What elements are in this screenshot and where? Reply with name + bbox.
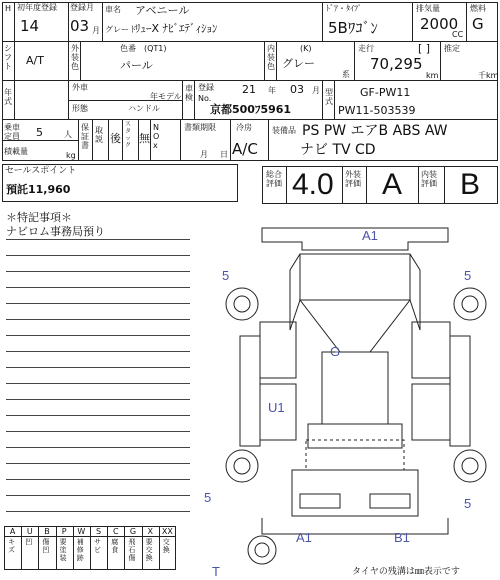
color-number-label: 色番 <box>120 44 136 53</box>
equip-line-2: ナビ TV CD <box>300 142 376 158</box>
legend-code: A <box>9 527 16 536</box>
fuel-value: G <box>472 15 484 33</box>
legend-code: B <box>44 527 50 536</box>
exterior-grade-label: 外装評価 <box>345 170 361 188</box>
inspection-label: 車検 <box>185 84 193 102</box>
sales-point-value: 預託11,960 <box>6 183 71 196</box>
interior-value: グレー <box>282 57 315 70</box>
mark-rear-bumper-right: B1 <box>394 530 410 545</box>
exterior-grade-value: A <box>382 168 403 201</box>
mileage-value: 70,295 <box>370 55 423 73</box>
model-year-label: 年モデル <box>150 92 182 101</box>
legend-code: W <box>77 527 86 536</box>
displacement-label: 排気量 <box>416 4 440 13</box>
ac-value: A/C <box>232 140 258 158</box>
frame-number: PW11-503539 <box>338 104 416 117</box>
weight-label: 積載量 <box>4 147 28 156</box>
month-unit: 月 <box>92 26 100 35</box>
legend-code: X <box>147 527 153 536</box>
corrected-label: 推定 <box>444 44 460 53</box>
inspection-year-unit: 年 <box>268 86 276 95</box>
inspection-year: 21 <box>242 83 256 96</box>
mark-left-door: U1 <box>268 400 285 415</box>
reg-month-label: 登録月 <box>70 3 94 12</box>
registration-label: 登録 <box>198 83 214 92</box>
legend-code: XX <box>161 527 173 536</box>
mark-front-left-tire: 5 <box>222 268 230 283</box>
mileage-label: 走行 <box>358 44 374 53</box>
legend-meaning: 飛石傷 <box>128 538 136 562</box>
mileage-unit: km <box>426 71 439 80</box>
first-reg-label: 初年度登録 <box>17 3 57 12</box>
doortype-label: ﾄﾞｱ・ﾀｲﾌﾟ <box>326 4 362 13</box>
no-label: No. <box>198 94 212 103</box>
interior-grade-label: 内装評価 <box>421 170 437 188</box>
exterior-color-label: 外装色 <box>71 44 79 71</box>
legend-meaning: 補修跡 <box>76 538 84 562</box>
mark-rear-bumper-left: A1 <box>296 530 312 545</box>
legend-code: S <box>96 527 102 536</box>
legend-meaning: 凹 <box>25 538 33 546</box>
legend-meaning: サビ <box>94 538 101 554</box>
nox-label: NOx <box>153 123 160 150</box>
displacement-value: 2000 <box>420 15 459 33</box>
mileage-bracket: [ ] <box>418 42 431 55</box>
legend-code: U <box>26 527 33 536</box>
ac-label: 冷房 <box>236 123 252 132</box>
legend-meaning: 要交換 <box>145 538 153 562</box>
mark-rear-left-tire: 5 <box>204 490 212 505</box>
year-model-label: 年式 <box>4 88 12 106</box>
interior-grade-value: B <box>460 168 481 201</box>
stack-label: スタック <box>125 121 132 149</box>
shift-label: シフト <box>4 44 12 71</box>
legend-code: C <box>112 527 119 536</box>
interior-suffix: 系 <box>342 70 350 79</box>
plate-number: 京都500ﾌ5961 <box>210 103 292 116</box>
shift-value: A/T <box>26 54 44 67</box>
color-value: パール <box>120 59 153 72</box>
warranty-label: 保証書 <box>81 123 89 150</box>
color-code: (QT1) <box>144 44 167 53</box>
foreign-car-label: 外車 <box>72 83 88 92</box>
notes-title: ＊特記事項＊ <box>6 211 72 224</box>
booklet-month: 月 <box>200 150 208 159</box>
tire-tread-note: タイヤの残溝は㎜表示です <box>352 567 460 577</box>
interior-code: (K) <box>300 44 312 53</box>
overall-grade-value: 4.0 <box>292 168 334 201</box>
mark-front-bumper: A1 <box>362 228 378 243</box>
back-value: 後 <box>110 132 121 145</box>
legend-meaning: 傷凹 <box>42 538 50 554</box>
model-code-label: 型式 <box>325 88 333 106</box>
passenger-value: 5 <box>36 126 43 139</box>
fuel-label: 燃料 <box>470 4 486 13</box>
first-reg-year: 14 <box>20 17 40 35</box>
carname-value: アベニール <box>135 4 190 17</box>
legend-meaning: 腐食 <box>111 538 119 554</box>
mark-spare-tire: T <box>212 564 220 579</box>
booklet-day: 日 <box>220 150 228 159</box>
type-label: 形態 <box>72 104 88 113</box>
none-value: 無 <box>139 132 150 145</box>
manual-label: 取説 <box>95 126 103 144</box>
legend-meaning: キズ <box>8 538 15 554</box>
grade-value: ﾘｭｰX ﾅﾋﾞｴﾃﾞｨｼｮﾝ <box>135 22 218 35</box>
inspection-month-unit: 月 <box>312 86 320 95</box>
mark-rear-right-tire: 5 <box>464 496 472 511</box>
corrected-unit: 千km <box>478 71 499 80</box>
model-code-value: GF-PW11 <box>360 86 411 99</box>
legend-code: G <box>129 527 137 536</box>
sales-point-label: セールスポイント <box>5 166 77 176</box>
mark-front-right-tire: 5 <box>464 268 472 283</box>
mark-windshield: G <box>330 344 341 359</box>
interior-color-label: 内装色 <box>267 44 275 71</box>
passenger-label: 乗車定員 <box>4 123 20 141</box>
person-unit: 人 <box>64 130 72 139</box>
carname-label: 車名 <box>105 5 121 14</box>
legend-code: P <box>61 527 67 536</box>
notes-line-1: ナビロム事務局預り <box>6 225 105 238</box>
weight-unit: kg <box>66 151 76 160</box>
booklet-label: 書類期限 <box>184 123 216 132</box>
overall-grade-label: 総合評価 <box>266 170 282 188</box>
handle-label: ハンドル <box>128 104 160 113</box>
inspection-month: 03 <box>290 83 304 96</box>
displacement-unit: CC <box>452 30 464 39</box>
legend-meaning: 要塗装 <box>59 538 67 562</box>
equip-label: 装備品 <box>272 126 296 135</box>
legend-meaning: 交換 <box>162 538 170 554</box>
doortype-value: 5Bﾜｺﾞﾝ <box>328 19 378 37</box>
equip-line-1: PS PW エアB ABS AW <box>302 123 448 139</box>
era-label: H <box>5 4 12 13</box>
grade-label: グレード <box>105 25 137 34</box>
first-reg-month: 03 <box>70 17 90 35</box>
